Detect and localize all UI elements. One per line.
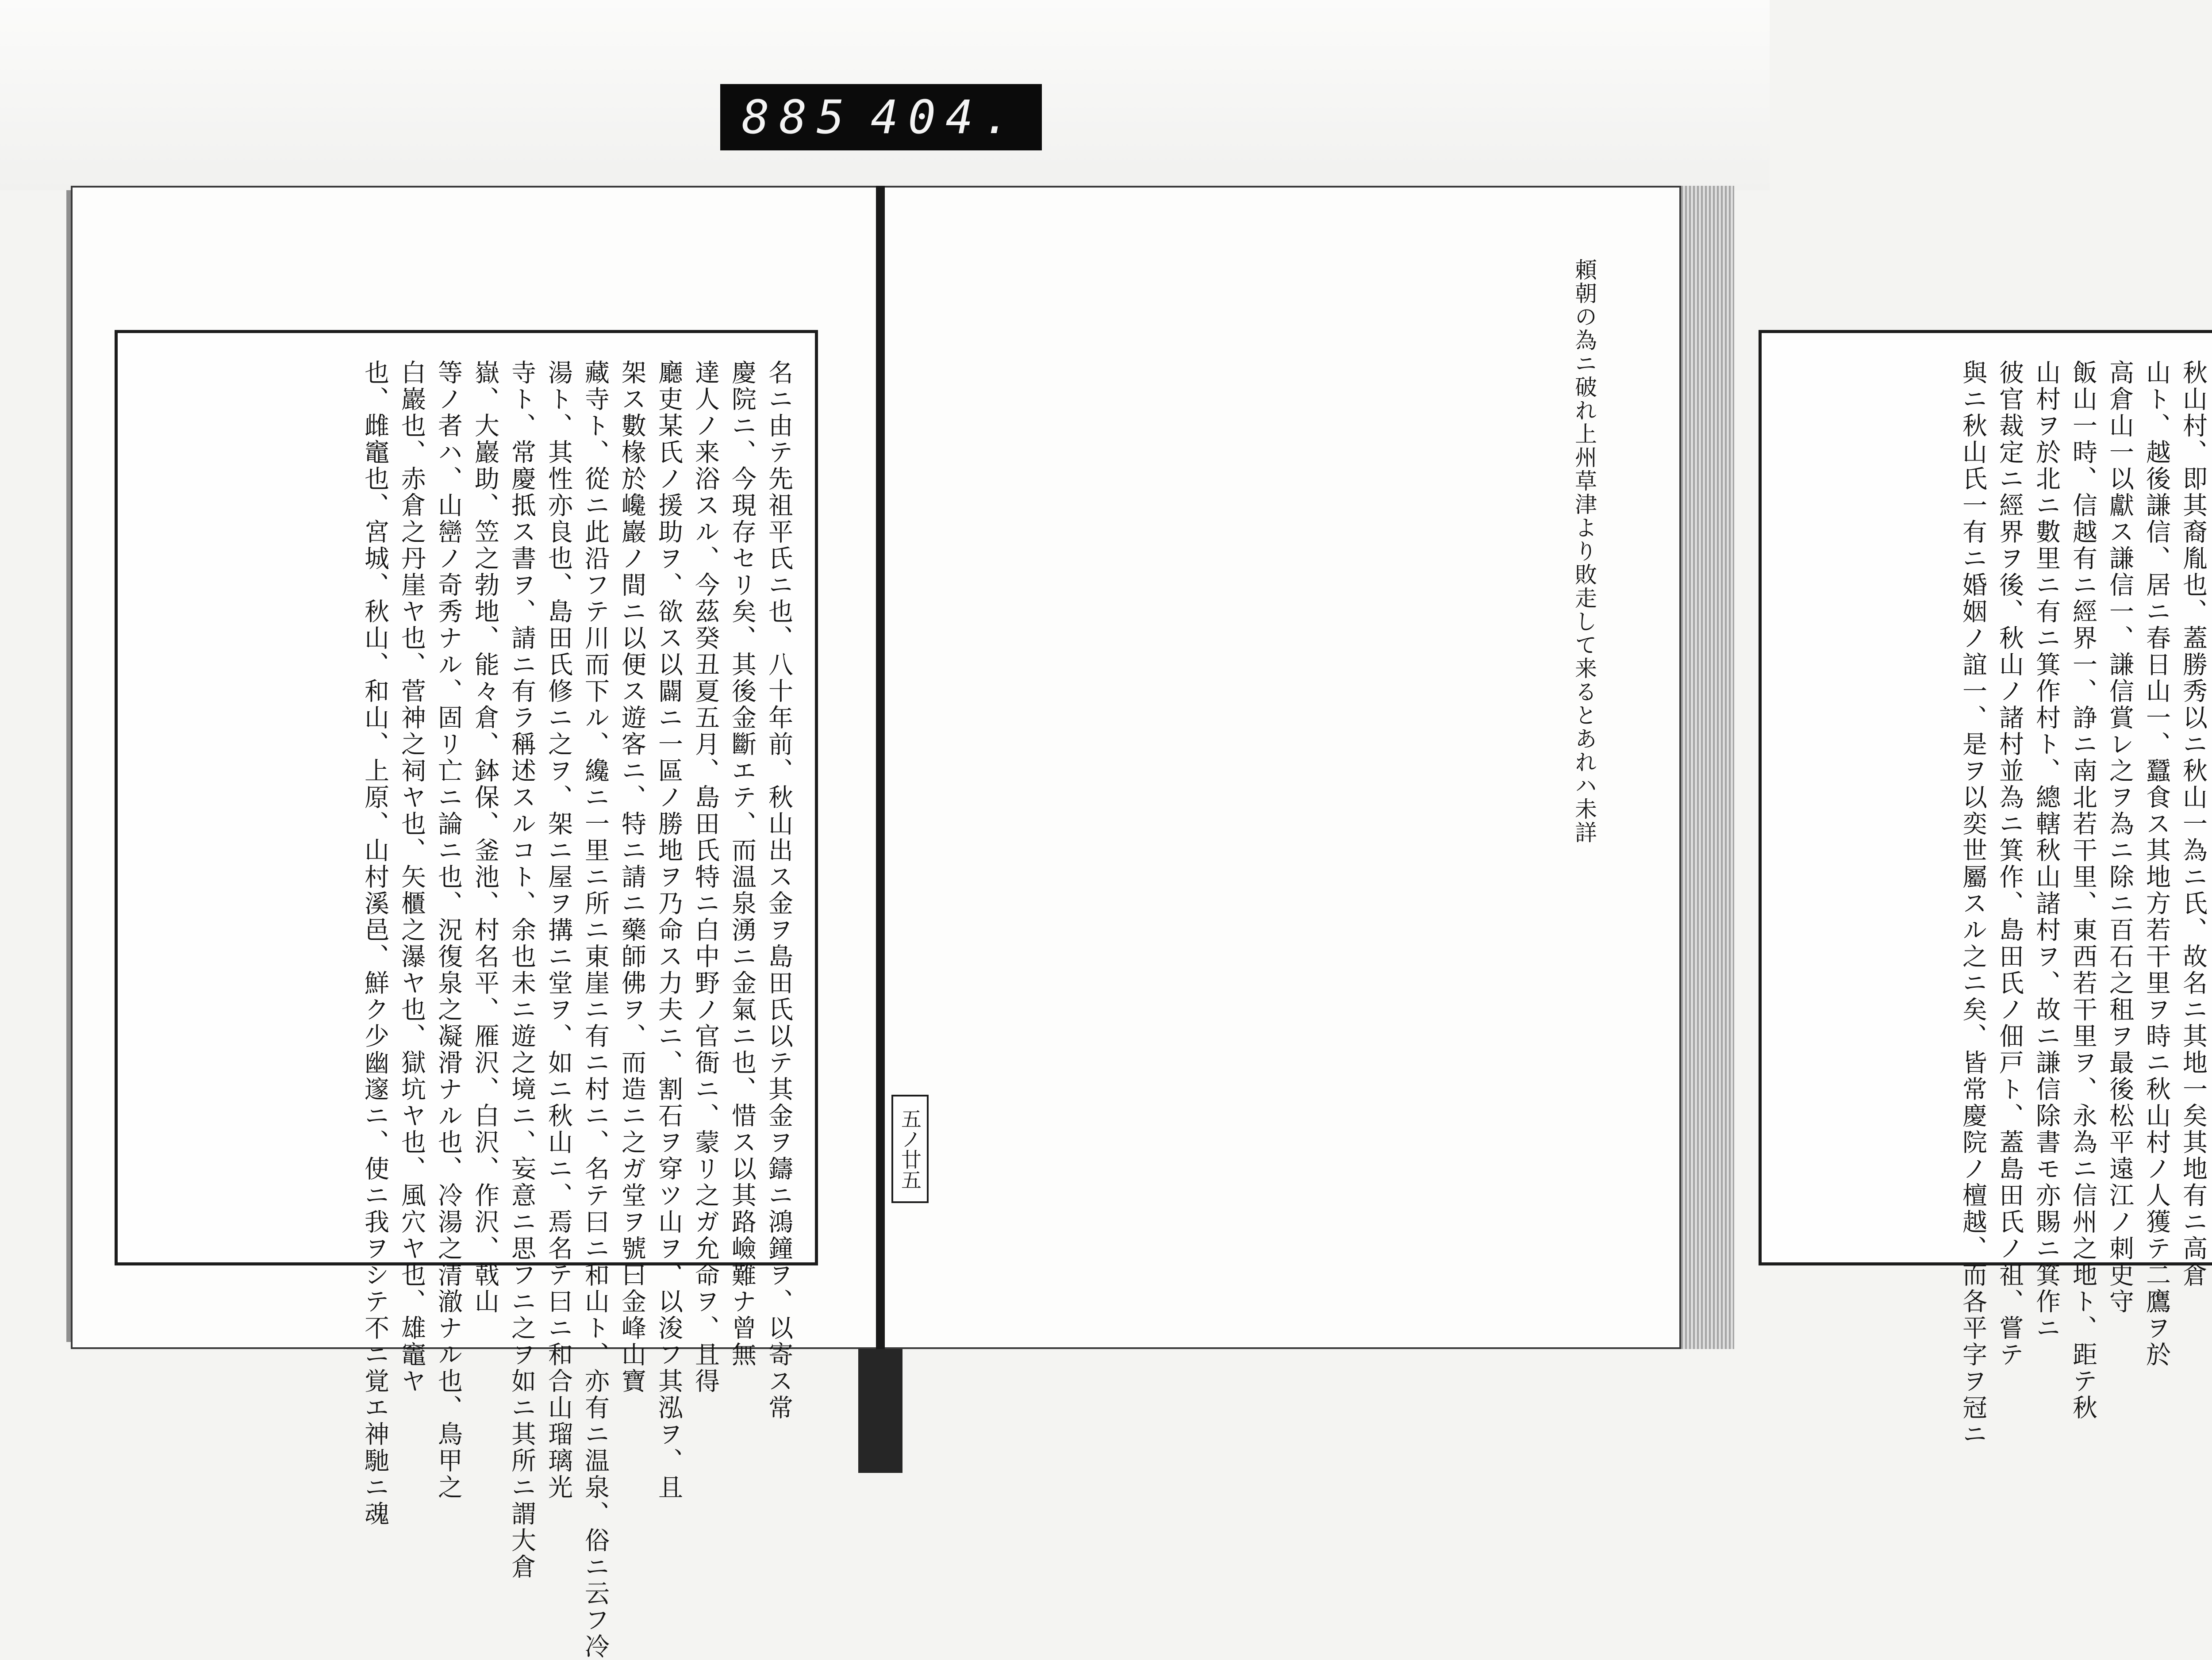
right-page-body: 秋山村、即其裔胤也、蓋勝秀以ニ秋山一為ニ氏、故名ニ其地一矣其地有ニ高倉 山ト、越後謙信、居ニ春日山一、蠶食ス其地方若干里ヲ時ニ秋山村ノ人獲テ二鷹ヲ於 高倉山一以獻ス謙信一、謙信賞レ之ヲ為ニ除ニ百石之租ヲ最後松平遠江ノ刺史守 飯山一時、信越有ニ經界一、諍ニ南北若干里、東西若干里ヲ、永為ニ信州之地ト、距テ秋 山村ヲ於北ニ數里ニ有ニ箕作村ト、總轄秋山諸村ヲ、故ニ謙信除書モ亦賜ニ箕作ニ 彼官裁定ニ經界ヲ後、秋山ノ諸村並為ニ箕作、島田氏ノ佃戸ト、蓋島田氏ノ祖、嘗テ 與ニ秋山氏一有ニ婚姻ノ誼一、是ヲ以奕世屬スル之ニ矣、皆常慶院ノ檀越、而各平字ヲ冠ニ — [1959, 360, 2208, 1448]
call-number-right: 404. — [870, 90, 1021, 144]
right-page — [885, 186, 2208, 1448]
call-number-left: 885 — [741, 90, 854, 144]
header-annotation: 頼朝の為ニ破れ上州草津より敗走して来るとあれハ未詳 — [1571, 258, 1597, 844]
right-text-frame — [1759, 330, 2212, 1448]
left-text-frame — [115, 330, 818, 1660]
open-book — [66, 186, 2208, 1660]
book-gutter — [876, 186, 886, 1349]
gutter-foot-shadow — [858, 1349, 902, 1473]
call-number-label — [720, 84, 1042, 150]
folio-number: 五ノ廿五 — [891, 1095, 929, 1203]
page-block-edge — [1681, 186, 1734, 1349]
left-page — [71, 186, 880, 1660]
left-page-body: 名ニ由テ先祖平氏ニ也、八十年前、秋山出ス金ヲ島田氏以テ其金ヲ鑄ニ鴻鐘ヲ、以寄ス常 慶院ニ、今現存セリ矣、其後金斷エテ、而温泉湧ニ金氣ニ也、惜ス以其路嶮難ナ曾無 達人ノ来浴スル、今茲癸丑夏五月、島田氏特ニ白中野ノ官衙ニ、蒙リ之ガ允命ヲ、且得 廳吏某氏ノ援助ヲ、欲ス以闢ニ一區ノ勝地ヲ乃命ス力夫ニ、割石ヲ穿ツ山ヲ、以浚フ其泓ヲ、且 架ス數椽於巉巖ノ間ニ以便ス遊客ニ、特ニ請ニ藥師佛ヲ、而造ニ之ガ堂ヲ號曰金峰山寶 藏寺ト、從ニ此沿フテ川而下ル、纔ニ一里ニ所ニ東崖ニ有ニ村ニ、名テ曰ニ和山ト、亦有ニ温泉、俗ニ云フ冷 湯ト、其性亦良也、島田氏修ニ之ヲ、架ニ屋ヲ搆ニ堂ヲ、如ニ秋山ニ、焉名テ曰ニ和合山瑠璃光 寺ト、常慶抵ス書ヲ、請ニ有ラ稱述スルコト、余也未ニ遊之境ニ、妄意ニ思フニ之ヲ如ニ其所ニ謂大倉 嶽、大巖助、笠之勃地、能々倉、鉢保、釜池、村名平、雁沢、白沢、作沢、戟山 等ノ者ハ、山巒ノ奇秀ナル、固リ亡ニ論ニ也、況復泉之凝滑ナル也、冷湯之清澈ナル也、鳥甲之 白巖也、赤倉之丹崖ヤ也、菅神之祠ヤ也、矢櫃之瀑ヤ也、獄坑ヤ也、風穴ヤ也、雄竈ヤ 也、雌竈也、宮城、秋山、和山、上原、山村溪邑、鮮ク少幽邃ニ、使ニ我ヲシテ不ニ覚エ神馳ニ魂 — [361, 360, 793, 1660]
